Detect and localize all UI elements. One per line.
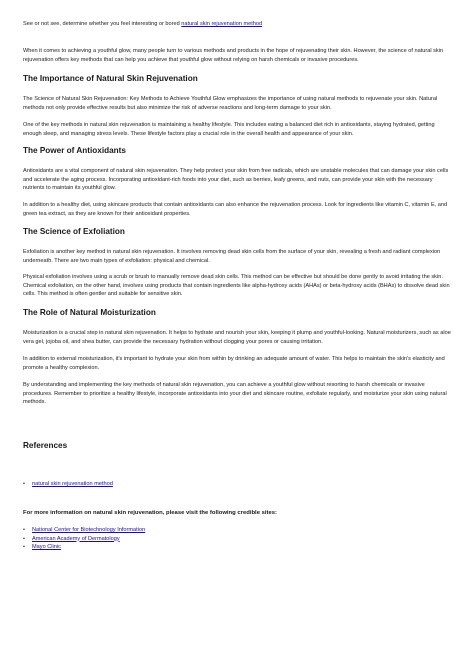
section-heading-importance: The Importance of Natural Skin Rejuvenation xyxy=(23,74,198,83)
section-heading-moisturization: The Role of Natural Moisturization xyxy=(23,308,156,317)
more-info-heading: For more information on natural skin rejuvenation, please visit the following credible sites: xyxy=(23,510,277,516)
section-paragraph: Antioxidants are a vital component of natural skin rejuvenation. They help protect your skin from free radicals, which are unstable molecules that can damage your skin cells and accelerate the aging process. Incorporating antioxidant-rich foods into your diet, such as berries, leafy greens, and nuts, can provide your skin with the necessary nutrients to maintain its youthful glow. xyxy=(23,168,449,192)
section-heading-exfoliation: The Science of Exfoliation xyxy=(23,227,125,236)
more-info-list xyxy=(23,526,453,552)
references-list xyxy=(23,480,453,489)
section-heading-antioxidants: The Power of Antioxidants xyxy=(23,146,126,155)
section-paragraph: Moisturization is a crucial step in natural skin rejuvenation. It helps to hydrate and nourish your skin, keeping it plump and youthful-looking. Natural moisturizers, such as aloe vera gel, jojoba oil, and shea butter, can provide the necessary hydration without clogging your pores or causing irritation. xyxy=(23,330,451,345)
references-heading: References xyxy=(23,441,68,450)
section-paragraph: Physical exfoliation involves using a scrub or brush to manually remove dead skin cells. This method can be effective but should be done gently to avoid irritating the skin. Chemical exfoliation, on the other hand, involves using products that contain ingredients like alpha-hydroxy acids (AHAs) or beta-hydroxy acids (BHAs) to dissolve dead skin cells. This method is often gentler and suitable for sensitive skin. xyxy=(23,274,450,298)
opening-paragraph: When it comes to achieving a youthful glow, many people turn to various methods and products in the hope of rejuvenating their skin. However, the science of natural skin rejuvenation offers key methods that can help you achieve that youthful glow without relying on harsh chemicals or invasive procedures. xyxy=(23,48,444,63)
section-paragraph: By understanding and implementing the key methods of natural skin rejuvenation, you can achieve a youthful glow without resorting to harsh chemicals or invasive procedures. Remember to prioritize a healthy lifestyle, incorporate antioxidants into your diet and skincare routine, exfoliate regularly, and moisturize your skin using natural methods. xyxy=(23,382,447,406)
intro-link[interactable]: natural skin rejuvenation method xyxy=(181,21,263,27)
section-paragraph: In addition to external moisturization, it's important to hydrate your skin from within by drinking an adequate amount of water. This helps to maintain the skin's elasticity and promote a healthy complexion. xyxy=(23,356,445,371)
section-paragraph: Exfoliation is another key method in natural skin rejuvenation. It involves removing dead skin cells from the surface of your skin, revealing a fresh and radiant complexion underneath. There are two main types of exfoliation: physical and chemical. xyxy=(23,249,441,264)
list-item xyxy=(23,480,453,489)
list-item xyxy=(23,526,453,535)
ncbi-link[interactable]: National Center for Biotechnology Information xyxy=(32,527,146,533)
reference-link[interactable]: natural skin rejuvenation method xyxy=(32,481,113,487)
intro-line xyxy=(23,20,453,29)
section-paragraph: In addition to a healthy diet, using skincare products that contain antioxidants can also enhance the rejuvenation process. Look for ingredients like vitamin C, vitamin E, and green tea extract, as they are known for their antioxidant properties. xyxy=(23,202,448,217)
list-item xyxy=(23,535,453,544)
intro-text: See or not see, determine whether you feel interesting or bored xyxy=(23,21,180,27)
list-item xyxy=(23,543,453,552)
mayo-clinic-link[interactable]: Mayo Clinic xyxy=(32,544,61,551)
section-paragraph: One of the key methods in natural skin rejuvenation is maintaining a healthy lifestyle. This includes eating a balanced diet rich in antioxidants, staying hydrated, getting enough sleep, and managing stress levels. These lifestyle factors play a crucial role in the overall health and appearance of your skin. xyxy=(23,122,435,137)
aad-link[interactable]: American Academy of Dermatology xyxy=(32,535,120,542)
section-paragraph: The Science of Natural Skin Rejuvenation: Key Methods to Achieve Youthful Glow emphasizes the importance of using natural methods to rejuvenate your skin. Natural methods not only provide effective results but also minimize the risk of adverse reactions and long-term damage to your skin. xyxy=(23,96,438,111)
